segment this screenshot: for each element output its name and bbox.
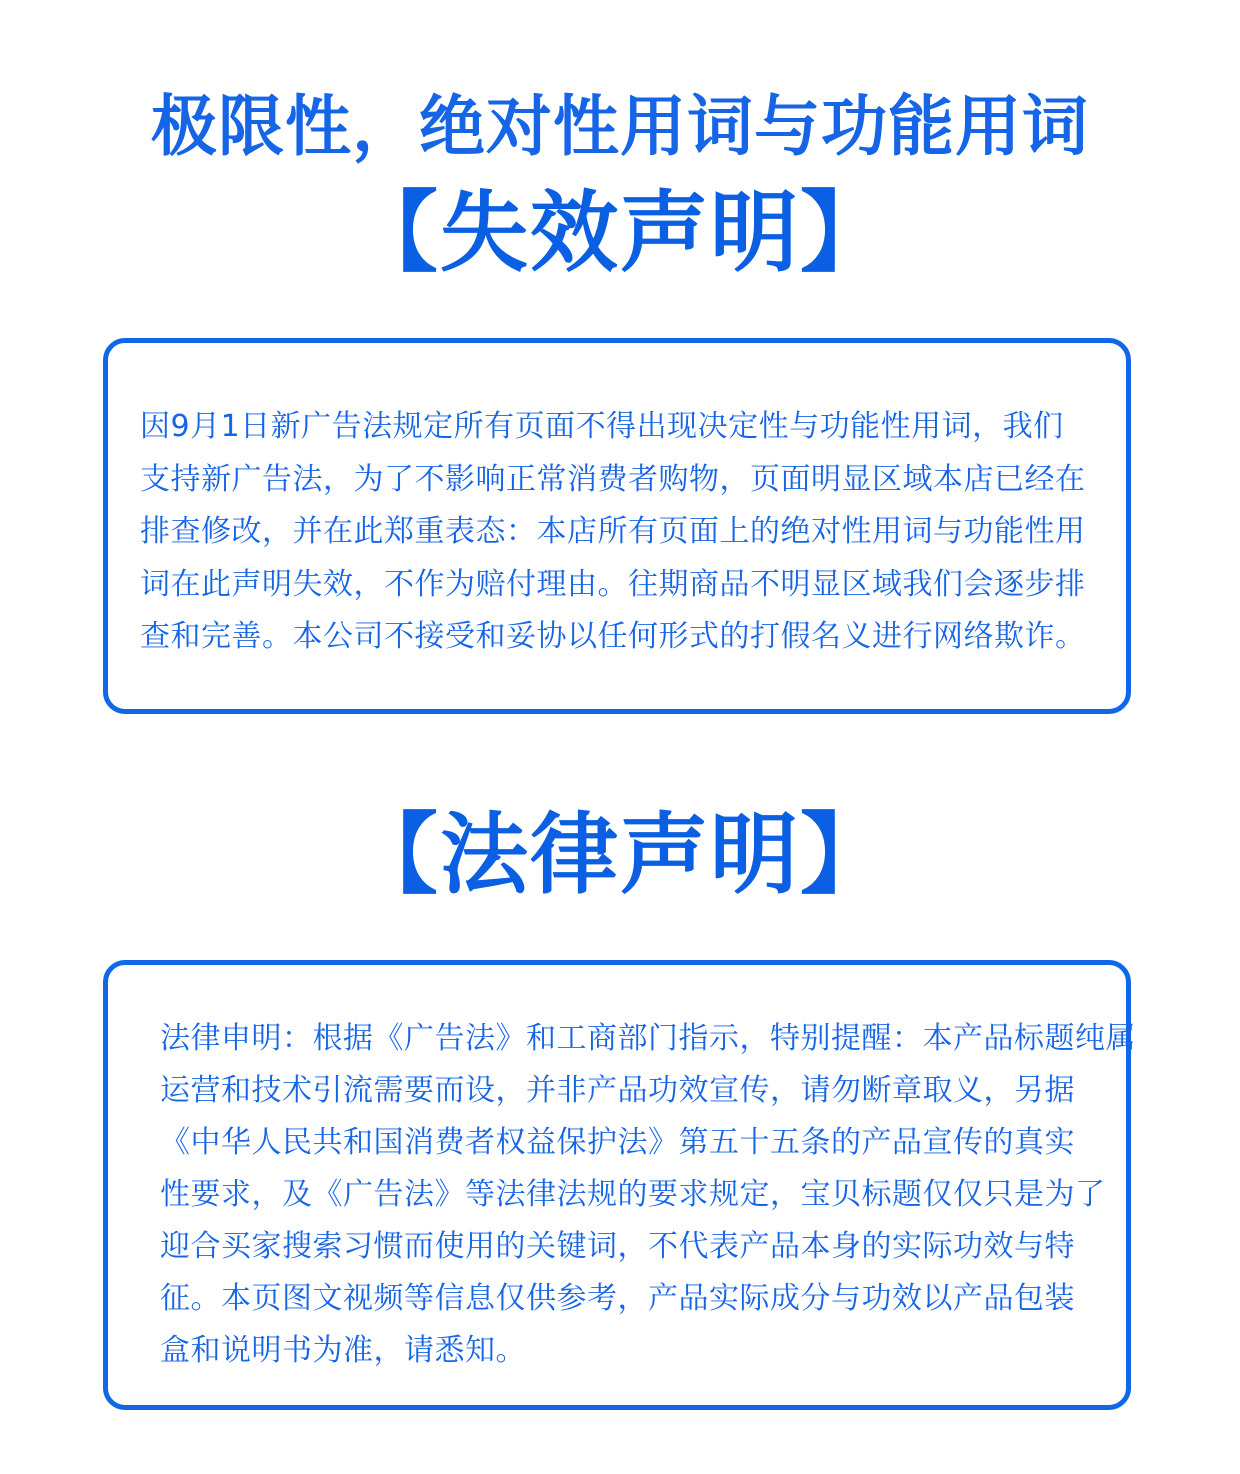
invalid-statement-text [140,401,1110,664]
invalid-statement-box [103,338,1131,714]
page-title: 极限性，绝对性用词与功能用词 [151,88,1089,165]
legal-statement-line: 法律申明：根据《广告法》和工商部门指示，特别提醒：本产品标题纯属 [160,1021,1136,1056]
legal-statement-line: 运营和技术引流需要而设，并非产品功效宣传，请勿断章取义，另据 [160,1073,1075,1108]
invalid-statement-line: 因9月1日新广告法规定所有页面不得出现决定性与功能性用词，我们 [140,409,1064,444]
legal-statement-line: 征。本页图文视频等信息仅供参考，产品实际成分与功效以产品包装 [160,1281,1075,1316]
legal-statement-text [160,1013,1136,1377]
legal-statement-line: 盒和说明书为准，请悉知。 [160,1333,526,1368]
invalid-statement-line: 排查修改，并在此郑重表态：本店所有页面上的绝对性用词与功能性用 [140,514,1086,549]
invalid-statement-line: 支持新广告法，为了不影响正常消费者购物，页面明显区域本店已经在 [140,461,1086,497]
legal-statement-heading: 【法律声明】 [349,803,890,906]
invalid-statement-line: 词在此声明失效，不作为赔付理由。往期商品不明显区域我们会逐步排 [140,566,1086,602]
legal-statement-line: 《中华人民共和国消费者权益保护法》第五十五条的产品宣传的真实 [160,1125,1075,1160]
invalid-statement-heading: 【失效声明】 [349,181,890,284]
legal-statement-line: 性要求，及《广告法》等法律法规的要求规定，宝贝标题仅仅只是为了 [160,1177,1106,1212]
invalid-statement-line: 查和完善。本公司不接受和妥协以任何形式的打假名义进行网络欺诈。 [140,619,1086,654]
legal-statement-box [103,960,1136,1410]
legal-statement-line: 迎合买家搜索习惯而使用的关键词，不代表产品本身的实际功效与特 [160,1229,1075,1264]
